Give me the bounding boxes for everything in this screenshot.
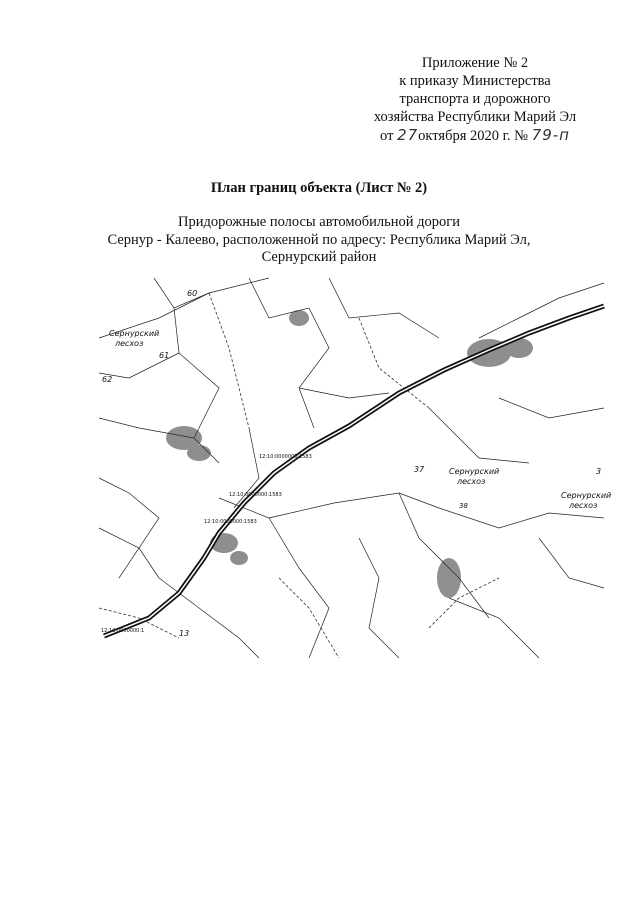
boundary-map-drawing (99, 278, 612, 658)
handwritten-day: 27 (397, 126, 419, 144)
order-date-line (330, 126, 620, 145)
subtitle-line-2: Сернур - Калеево, расположенной по адресу: Республика Марий Эл, (107, 231, 531, 248)
document-title: План границ объекта (Лист № 2) (210, 180, 428, 196)
order-reference: к приказу Министерства (399, 73, 551, 89)
cadastral-number: 12:10:0000000:1 (101, 628, 145, 634)
cadastral-number: 12:10:0000000:1583 (259, 454, 312, 460)
forest-label-center: Сернурский (449, 467, 500, 476)
ministry-name-part: транспорта и дорожного (399, 91, 551, 107)
quarter-60-label: 60 (187, 289, 198, 298)
forest-label-right-2: лесхоз (569, 501, 598, 510)
quarter-38-label: 38 (459, 502, 468, 510)
quarter-37-label: 37 (414, 465, 425, 474)
date-prefix: от (380, 128, 394, 144)
map-labels (102, 289, 611, 638)
road-centerline (104, 306, 604, 636)
quarter-3-label: 3 (596, 467, 602, 476)
approval-header (330, 54, 620, 145)
cadastral-labels (101, 454, 312, 634)
forest-label-center-2: лесхоз (457, 477, 486, 486)
map-tracks (99, 293, 499, 658)
ministry-name-part-2: хозяйства Республики Марий Эл (373, 109, 577, 125)
forest-label-right: Сернурский (561, 491, 612, 500)
date-rest: октября 2020 г. № (418, 128, 529, 144)
forest-label-top-left: Сернурский (109, 329, 160, 338)
road-corridor (104, 306, 604, 636)
subtitle-line-3: Сернурский район (261, 249, 377, 265)
handwritten-order-number: 79-п (531, 126, 570, 144)
subtitle-line-1: Придорожные полосы автомобильной дороги (178, 214, 460, 230)
cadastral-number: 12:10:0000000:1583 (229, 492, 282, 498)
quarter-13-label: 13 (179, 629, 190, 638)
forest-label-top-left-2: лесхоз (115, 339, 144, 348)
appendix-number: Приложение № 2 (421, 55, 529, 71)
quarter-62-label: 62 (102, 375, 113, 384)
document-subtitle (0, 214, 638, 267)
cadastral-number: 12:10:0000000:1583 (204, 519, 257, 525)
quarter-61-label: 61 (159, 351, 170, 360)
boundary-map (99, 278, 612, 658)
